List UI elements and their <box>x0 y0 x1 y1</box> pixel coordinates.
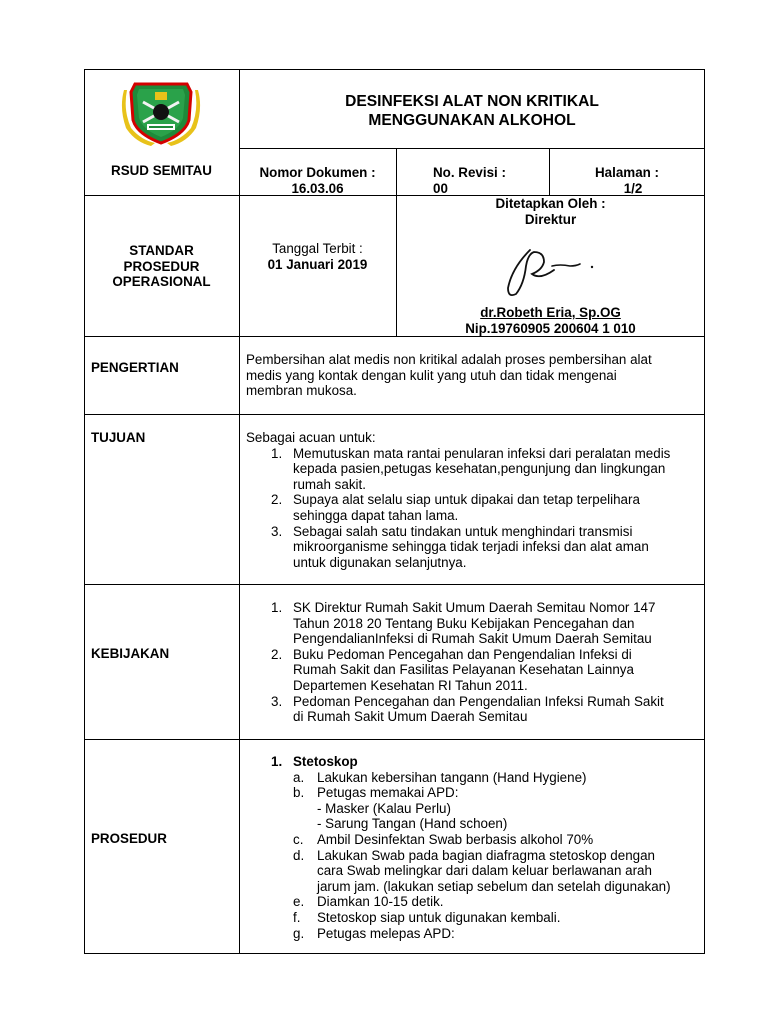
list-number: 2. <box>271 492 283 508</box>
step <box>246 894 701 910</box>
sop-line: OPERASIONAL <box>112 274 211 290</box>
kebijakan-list <box>246 600 699 725</box>
text-line: Lakukan kebersihan tangann (Hand Hygiene) <box>317 769 587 785</box>
text-line: Ambil Desinfektan Swab berbasis alkohol 70% <box>317 831 594 847</box>
section-label-pengertian: PENGERTIAN <box>91 360 179 375</box>
prosedur-content <box>246 754 701 941</box>
text-line: Diamkan 10-15 detik. <box>317 894 444 910</box>
list-number: 2. <box>271 646 283 662</box>
divider <box>239 69 240 954</box>
tujuan-intro: Sebagai acuan untuk: <box>246 430 376 445</box>
approver-name: dr.Robeth Eria, Sp.OG <box>480 305 621 320</box>
director-signature <box>500 240 610 302</box>
issue-date-cell <box>239 241 396 272</box>
text-line: Tahun 2018 20 Tentang Buku Kebijakan Pencegahan dan <box>293 615 635 631</box>
issue-date-label: Tanggal Terbit : <box>272 241 363 256</box>
prosedur-heading <box>246 754 701 770</box>
step-letter: a. <box>293 769 305 785</box>
approver-cell <box>396 305 705 336</box>
text-line: Sebagai salah satu tindakan untuk menghindari transmisi <box>293 523 633 539</box>
doc-number-cell <box>239 165 396 196</box>
list-item <box>246 647 699 694</box>
text-line: Memutuskan mata rantai penularan infeksi dari peralatan medis <box>293 445 671 461</box>
text-line: PengendalianInfeksi di Rumah Sakit Umum Daerah Semitau <box>293 631 652 647</box>
sop-line: PROSEDUR <box>123 258 200 274</box>
issue-date: 01 Januari 2019 <box>267 256 368 272</box>
text-line: Buku Pedoman Pencegahan dan Pengendalian Infeksi di <box>293 646 632 662</box>
list-item <box>246 600 699 647</box>
divider <box>84 414 705 415</box>
step-letter: d. <box>293 847 305 863</box>
text-line: membran mukosa. <box>246 383 357 399</box>
step-letter: e. <box>293 894 305 910</box>
text-line: kepada pasien,petugas kesehatan,pengunjung dan lingkungan <box>293 461 666 477</box>
text-line: sehingga dapat tahan lama. <box>293 507 459 523</box>
step-letter: b. <box>293 785 305 801</box>
approved-by-label: Ditetapkan Oleh : <box>495 196 606 211</box>
text-line: Petugas memakai APD: <box>317 785 459 801</box>
step <box>246 848 701 895</box>
text-line: Departemen Kesehatan RI Tahun 2011. <box>293 677 528 693</box>
step-letter: c. <box>293 831 304 847</box>
text-line: di Rumah Sakit Umum Daerah Semitau <box>293 709 528 725</box>
list-number: 1. <box>271 600 283 615</box>
tujuan-list <box>246 446 701 571</box>
text-line: jarum jam. (lakukan setiap sebelum dan setelah digunakan) <box>317 878 671 894</box>
list-number: 1. <box>271 445 283 461</box>
list-number: 3. <box>271 523 283 539</box>
text-line: Petugas melepas APD: <box>317 925 455 941</box>
revision-number: 00 <box>433 180 448 196</box>
hospital-logo <box>121 80 201 146</box>
sop-line: STANDAR <box>129 243 194 258</box>
approval-cell <box>396 196 705 227</box>
step-letter: f. <box>293 909 301 925</box>
section-label-prosedur: PROSEDUR <box>91 831 167 846</box>
page-label: Halaman : <box>595 165 659 180</box>
text-line: Rumah Sakit dan Fasilitas Pelayanan Kesehatan Lainnya <box>293 662 634 678</box>
list-item <box>246 694 699 725</box>
step <box>246 832 701 848</box>
text-line: medis yang kontak dengan kulit yang utuh dan tidak mengenai <box>246 367 617 383</box>
sop-label <box>84 243 239 290</box>
step-letter: g. <box>293 925 305 941</box>
list-item <box>246 446 701 493</box>
doc-number-label: Nomor Dokumen : <box>259 165 376 180</box>
approver-nip: Nip.19760905 200604 1 010 <box>465 320 636 336</box>
text-line: cara Swab melingkar dari dalam keluar berlawanan arah <box>317 863 652 879</box>
section-label-tujuan: TUJUAN <box>91 430 146 445</box>
text-line: SK Direktur Rumah Sakit Umum Daerah Semitau Nomor 147 <box>293 600 656 615</box>
divider <box>239 148 705 149</box>
list-item <box>246 524 701 571</box>
revision-label: No. Revisi : <box>433 165 506 180</box>
section-label-kebijakan: KEBIJAKAN <box>91 646 170 661</box>
title-line: MENGGUNAKAN ALKOHOL <box>368 112 576 129</box>
text-line: mikroorganisme sehingga tidak terjadi infeksi dan alat aman <box>293 539 649 555</box>
text-line: Pedoman Pencegahan dan Pengendalian Infeksi Rumah Sakit <box>293 693 664 709</box>
pengertian-text <box>246 352 698 399</box>
step <box>246 910 701 926</box>
list-item <box>246 492 701 523</box>
heading-number: 1. <box>271 754 283 769</box>
doc-number: 16.03.06 <box>291 180 344 196</box>
hospital-name: RSUD SEMITAU <box>111 163 212 178</box>
approved-by-role: Direktur <box>524 211 577 227</box>
text-line: - Sarung Tangan (Hand schoen) <box>317 816 508 832</box>
step <box>246 785 701 832</box>
list-number: 3. <box>271 693 283 709</box>
divider <box>84 739 705 740</box>
page-number: 1/2 <box>623 180 643 196</box>
step <box>246 926 701 942</box>
divider <box>84 584 705 585</box>
text-line: Lakukan Swab pada bagian diafragma stetoskop dengan <box>317 847 655 863</box>
text-line: Pembersihan alat medis non kritikal adalah proses pembersihan alat <box>246 352 652 367</box>
text-line: untuk digunakan selanjutnya. <box>293 554 467 570</box>
tujuan-content <box>246 430 701 570</box>
text-line: Supaya alat selalu siap untuk dipakai dan tetap terpelihara <box>293 492 640 508</box>
step <box>246 770 701 786</box>
document-title <box>239 92 705 130</box>
text-line: rumah sakit. <box>293 476 366 492</box>
page-cell <box>549 165 705 196</box>
text-line: - Masker (Kalau Perlu) <box>317 800 451 816</box>
title-line: DESINFEKSI ALAT NON KRITIKAL <box>345 93 599 110</box>
heading-text: Stetoskop <box>293 754 358 769</box>
text-line: Stetoskop siap untuk digunakan kembali. <box>317 909 561 925</box>
revision-cell <box>433 165 549 196</box>
